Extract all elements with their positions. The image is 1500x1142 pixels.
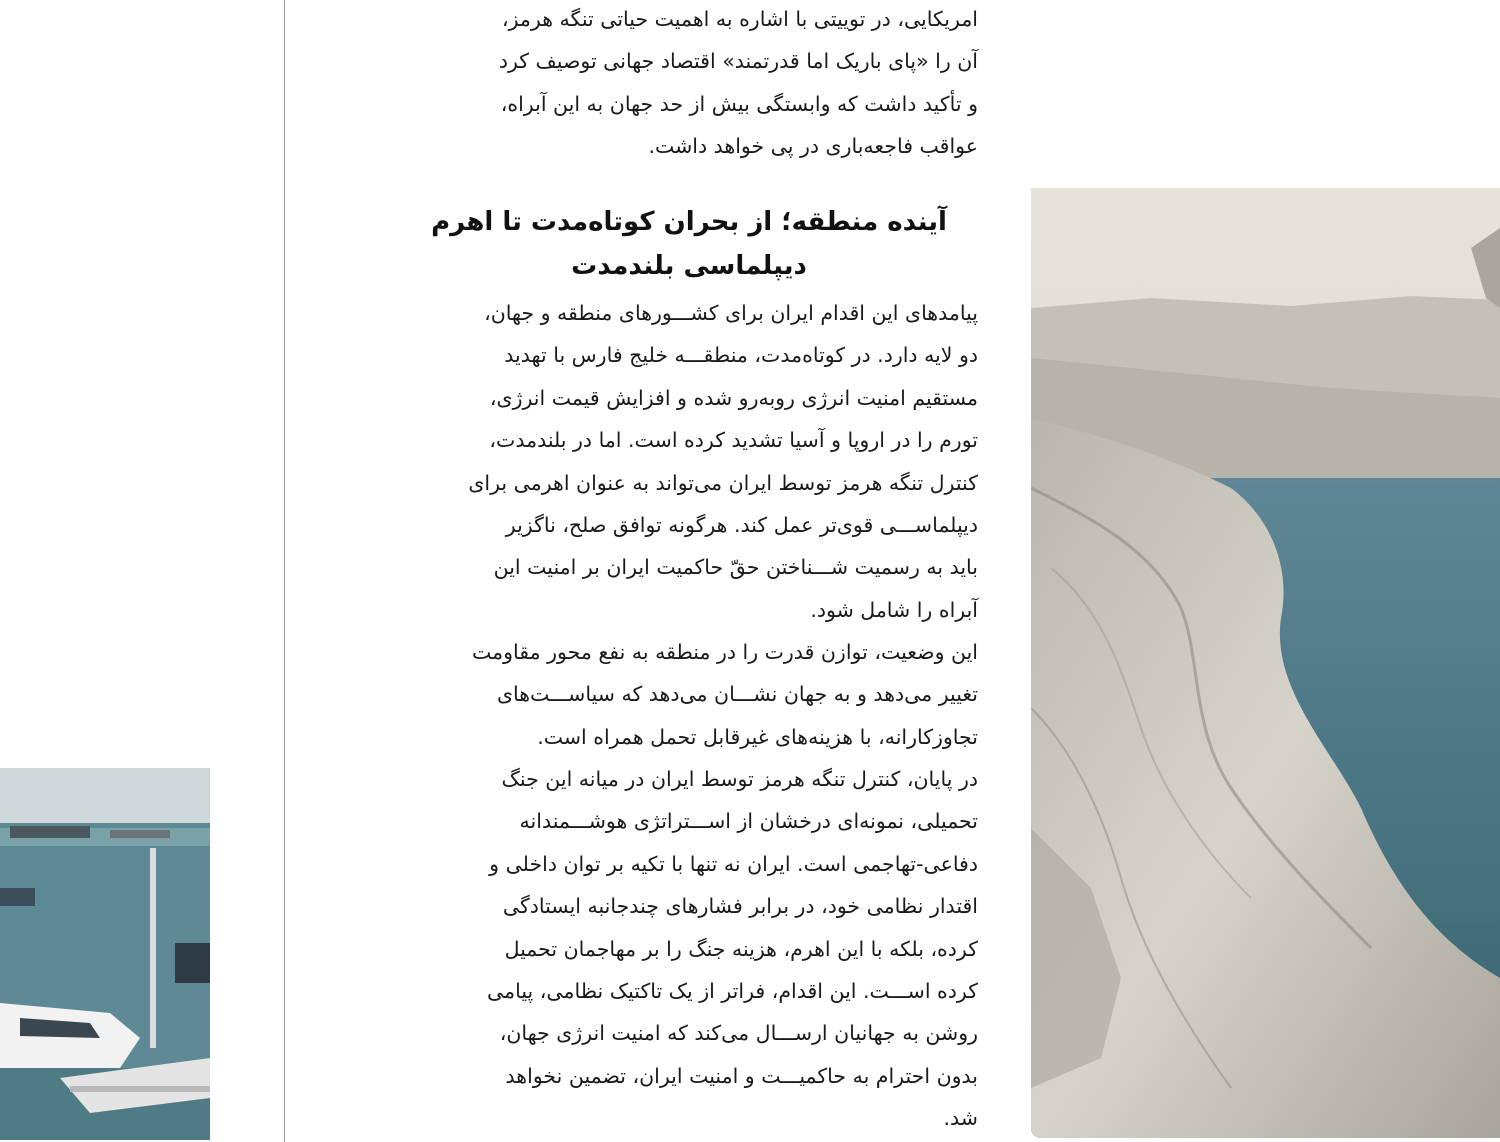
text-line: کرده، بلکه با این اهرم، هزینه جنگ را بر مهاجمان تحمیل [504, 936, 978, 961]
text-line: دیپلماســـی قوی‌تر عمل کند. هرگونه توافق صلح، ناگزیر [505, 513, 978, 538]
text-line: باید به رسمیت شـــناختن حقّ حاکمیت ایران بر امنیت این [493, 555, 978, 580]
text-line: آبراه را شامل شود. [810, 597, 978, 622]
text-line: عواقب فاجعه‌باری در پی خواهد داشت. [648, 134, 978, 159]
heading-line: دیپلماسی بلندمدت [571, 251, 807, 281]
text-line: دو لایه دارد. در کوتاه‌مدت، منطقـــه خلیج فارس با تهدید [504, 343, 978, 368]
text-line: در پایان، کنترل تنگه هرمز توسط ایران در میانه این جنگ [501, 767, 978, 791]
text-line: روشن به جهانیان ارســـال می‌کند که امنیت انرژی جهان، [499, 1021, 978, 1046]
text-line: این وضعیت، توازن قدرت را در منطقه به نفع محور مقاومت [472, 640, 978, 664]
text-line: امریکایی، در توییتی با اشاره به اهمیت حیاتی تنگه هرمز، [501, 7, 978, 31]
port-photo [0, 768, 210, 1140]
body-paragraph-3 [400, 758, 978, 1140]
text-line: تورم را در اروپا و آسیا تشدید کرده است. اما در بلندمدت، [489, 428, 978, 453]
text-line: تحمیلی، نمونه‌ای درخشان از اســـتراتژی هوشـــمندانه [519, 809, 978, 834]
strait-photo-image [1031, 188, 1500, 1138]
text-line: تجاوزکارانه، با هزینه‌های غیرقابل تحمل همراه است. [537, 724, 978, 749]
intro-paragraph [400, 0, 978, 168]
text-line: بدون احترام به حاکمیـــت و امنیت ایران، تضمین نخواهد [505, 1063, 978, 1088]
text-line: تغییر می‌دهد و به جهان نشـــان می‌دهد که سیاســـت‌های [496, 682, 978, 707]
body-paragraph-1 [400, 292, 978, 631]
port-photo-image [0, 768, 210, 1140]
text-line: آن را «پای باریک اما قدرتمند» اقتصاد جهانی توصیف کرد [498, 49, 978, 74]
text-line: کرده اســـت. این اقدام، فراتر از یک تاکتیک نظامی، پیامی [487, 979, 978, 1004]
text-line: کنترل تنگه هرمز توسط ایران می‌تواند به عنوان اهرمی برای [468, 470, 978, 495]
text-line: دفاعی-تهاجمی است. ایران نه تنها با تکیه بر توان داخلی و [489, 851, 978, 876]
text-line: و تأکید داشت که وابستگی بیش از حد جهان به این آبراه، [500, 91, 978, 116]
text-line: شد. [943, 1106, 978, 1131]
body-paragraph-2 [400, 631, 978, 758]
strait-photo [1031, 188, 1500, 1138]
section-heading [400, 200, 978, 288]
text-line: اقتدار نظامی خود، در برابر فشارهای چندجانبه ایستادگی [502, 894, 978, 919]
text-line: مستقیم امنیت انرژی روبه‌رو شده و افزایش قیمت انرژی، [489, 385, 978, 410]
heading-line: آینده منطقه؛ از بحران کوتاه‌مدت تا اهرم [431, 207, 947, 237]
column-divider [284, 0, 285, 1142]
text-line: پیامدهای این اقدام ایران برای کشـــورهای منطقه و جهان، [484, 301, 978, 325]
